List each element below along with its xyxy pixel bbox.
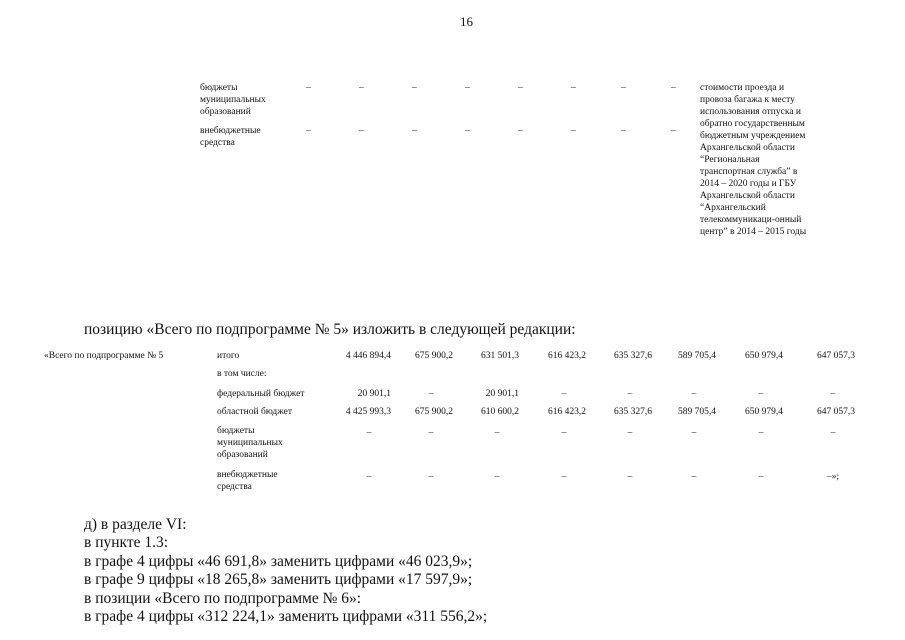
table-cell: – xyxy=(494,428,500,438)
top-dash-cell: – xyxy=(465,126,470,136)
top-dash-cell: – xyxy=(518,126,523,136)
top-dash-cell: – xyxy=(621,83,626,93)
table-cell: – xyxy=(428,428,434,438)
table-cell: – xyxy=(691,428,697,438)
table-cell: – xyxy=(758,472,764,482)
table-row-label: внебюджетные средства xyxy=(217,470,278,492)
top-dash-cell: – xyxy=(306,126,311,136)
page-number: 16 xyxy=(460,14,473,29)
table-cell: 650 979,4 xyxy=(745,407,783,417)
paragraph-line: д) в разделе VI: xyxy=(84,516,187,533)
table-row-label: итого xyxy=(217,351,240,361)
table-row-label: федеральный бюджет xyxy=(217,389,305,399)
table-row-label: областной бюджет xyxy=(217,407,293,417)
top-dash-cell: – xyxy=(518,83,523,93)
table-cell: 631 501,3 xyxy=(481,351,519,361)
table-cell: – xyxy=(830,428,836,438)
table-cell: 20 901,1 xyxy=(357,389,391,399)
top-dash-cell: – xyxy=(359,126,364,136)
table-cell: –»; xyxy=(826,472,840,482)
table-row-label: в том числе: xyxy=(217,369,267,379)
table-cell: 589 705,4 xyxy=(678,407,716,417)
table-cell: 589 705,4 xyxy=(678,351,716,361)
top-dash-cell: – xyxy=(671,83,676,93)
table-cell: – xyxy=(428,472,434,482)
table-cell: – xyxy=(494,472,500,482)
table-cell: – xyxy=(758,389,764,399)
top-dash-cell: – xyxy=(571,126,576,136)
top-dash-cell: – xyxy=(621,126,626,136)
table-cell: – xyxy=(830,389,836,399)
right-description-text: стоимости проезда и провоза багажа к месту использования отпуска и обратно государственным бюджетным учреждением Архангельской области “Региональная транспортная служба” в 2014 – 2020 годы и ГБУ Архангельской области “Архангельский телекоммуникаци-онный центр” в 2014 – 2015 годы xyxy=(700,83,807,237)
table-cell: – xyxy=(691,389,697,399)
table-cell: – xyxy=(561,472,567,482)
top-dash-cell: – xyxy=(412,83,417,93)
table-cell: 610 600,2 xyxy=(481,407,519,417)
table-cell: – xyxy=(627,389,633,399)
table-cell: 635 327,6 xyxy=(614,351,652,361)
table-cell: – xyxy=(366,472,372,482)
top-dash-cell: – xyxy=(571,83,576,93)
instruction-text: позицию «Всего по подпрограмме № 5» изложить в следующей редакции: xyxy=(84,321,576,338)
top-dash-cell: – xyxy=(306,83,311,93)
table-cell: 4 425 993,3 xyxy=(345,407,391,417)
table-cell: 647 057,3 xyxy=(817,407,855,417)
table-cell: – xyxy=(627,428,633,438)
top-row-label-municipal: бюджеты муниципальных образований xyxy=(200,83,266,117)
table-cell: 675 900,2 xyxy=(415,351,453,361)
table-cell: 616 423,2 xyxy=(548,351,586,361)
top-dash-cell: – xyxy=(412,126,417,136)
table-cell: 635 327,6 xyxy=(614,407,652,417)
table-cell: – xyxy=(428,389,434,399)
top-dash-cell: – xyxy=(359,83,364,93)
table-row-label: бюджеты муниципальных образований xyxy=(217,426,283,460)
table-row-head: «Всего по подпрограмме № 5 xyxy=(44,351,164,361)
top-row-label-offbudget: внебюджетные средства xyxy=(200,126,261,148)
paragraph-line: в графе 4 цифры «46 691,8» заменить цифрами «46 023,9»; xyxy=(84,552,473,570)
table-cell: 675 900,2 xyxy=(415,407,453,417)
paragraph-line: в пункте 1.3: xyxy=(84,534,169,552)
table-cell: 647 057,3 xyxy=(817,351,855,361)
table-cell: 616 423,2 xyxy=(548,407,586,417)
top-dash-cell: – xyxy=(671,126,676,136)
table-cell: – xyxy=(691,472,697,482)
paragraph-line: в графе 9 цифры «18 265,8» заменить цифрами «17 597,9»; xyxy=(84,571,473,589)
table-cell: – xyxy=(758,428,764,438)
table-cell: – xyxy=(627,472,633,482)
table-cell: 650 979,4 xyxy=(745,351,783,361)
table-cell: – xyxy=(561,428,567,438)
paragraph-line: в графе 4 цифры «312 224,1» заменить цифрами «311 556,2»; xyxy=(84,608,488,625)
paragraph-line: в позиции «Всего по подпрограмме № 6»: xyxy=(84,589,362,607)
table-cell: 4 446 894,4 xyxy=(345,351,391,361)
top-dash-cell: – xyxy=(465,83,470,93)
table-cell: – xyxy=(366,428,372,438)
table-cell: 20 901,1 xyxy=(485,389,519,399)
table-cell: – xyxy=(561,389,567,399)
